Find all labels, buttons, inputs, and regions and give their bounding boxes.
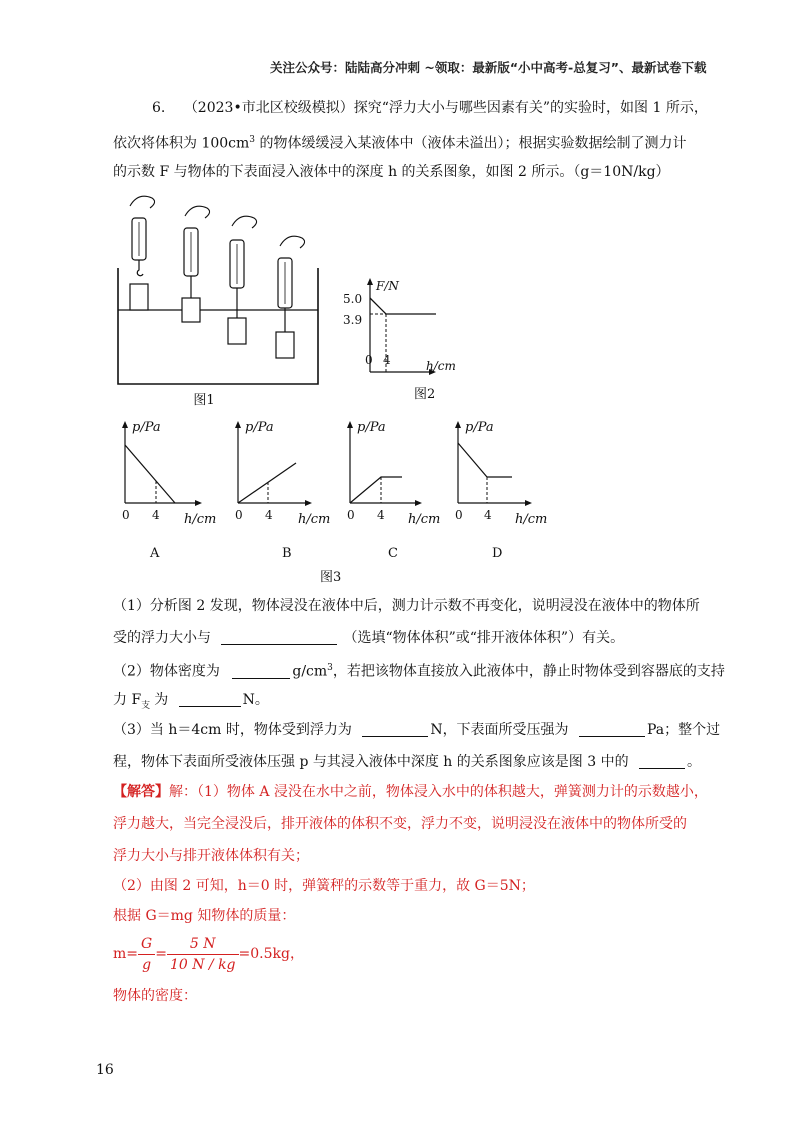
graph-c-ylabel: p/Pa bbox=[357, 420, 386, 435]
fig2-x-mark: 4 bbox=[383, 353, 391, 367]
fig2-xlabel: h/cm bbox=[426, 359, 456, 373]
graph-b-origin: 0 bbox=[235, 508, 243, 522]
graph-a-ylabel: p/Pa bbox=[132, 420, 161, 435]
formula-den1: g bbox=[142, 956, 152, 973]
sub2-line-2 bbox=[113, 690, 753, 716]
option-c: C bbox=[388, 546, 398, 561]
graph-b-ylabel: p/Pa bbox=[245, 420, 274, 435]
answer-line-1 bbox=[113, 782, 753, 802]
formula-lhs: m= bbox=[113, 946, 139, 962]
graph-c-mark: 4 bbox=[377, 508, 385, 522]
sub3-line-2 bbox=[113, 752, 753, 772]
graph-c-origin: 0 bbox=[347, 508, 355, 522]
fig2-y-low: 3.9 bbox=[343, 313, 363, 327]
figure-1 bbox=[100, 188, 340, 410]
option-a: A bbox=[150, 546, 160, 561]
option-b: B bbox=[282, 546, 292, 561]
formula-num1: G bbox=[138, 934, 155, 955]
sub2-line1a: （2）物体密度为 bbox=[113, 663, 220, 680]
sub2-line2c: N。 bbox=[242, 692, 269, 708]
spring-scale-2 bbox=[182, 206, 210, 322]
question-line-1 bbox=[152, 98, 792, 118]
formula-fraction-1 bbox=[138, 934, 155, 975]
option-d: D bbox=[492, 546, 503, 561]
sub3-pressure-blank[interactable] bbox=[579, 722, 645, 737]
sub2-line2-sub: 支 bbox=[141, 700, 151, 711]
formula-fraction-2 bbox=[167, 934, 239, 975]
sub2-density-blank[interactable] bbox=[232, 664, 290, 679]
answer-line-2: 浮力越大，当完全浸没后，排开液体的体积不变，浮力不变，说明浸没在液体中的物体所受的 bbox=[113, 816, 687, 832]
graph-c bbox=[347, 420, 440, 561]
question-line1-text: 探究“浮力大小与哪些因素有关”的实验时，如图 1 所示， bbox=[353, 100, 708, 116]
sub2-unit: g/cm bbox=[292, 663, 328, 680]
graph-a-origin: 0 bbox=[122, 508, 130, 522]
spring-scale-4 bbox=[276, 236, 305, 358]
sub2-unit-sup: 3 bbox=[327, 663, 333, 673]
formula-num2: 5 N bbox=[167, 934, 239, 955]
sub2-line2b: 为 bbox=[154, 692, 169, 708]
formula-den2: 10 N / kg bbox=[169, 956, 236, 973]
question-line2a: 依次将体积为 100cm bbox=[113, 135, 250, 152]
graph-b-xlabel: h/cm bbox=[298, 512, 331, 527]
graph-d-mark: 4 bbox=[484, 508, 492, 522]
graph-b-mark: 4 bbox=[265, 508, 273, 522]
figure-3-caption: 图3 bbox=[320, 570, 342, 585]
graph-c-xlabel: h/cm bbox=[408, 512, 441, 527]
sub2-force-blank[interactable] bbox=[179, 692, 241, 707]
figure-1-caption: 图1 bbox=[193, 393, 215, 408]
figure-3 bbox=[110, 415, 570, 587]
graph-a-line bbox=[125, 445, 175, 503]
graph-d-origin: 0 bbox=[455, 508, 463, 522]
sub1-line-2 bbox=[113, 628, 753, 648]
figure-2-caption: 图2 bbox=[414, 387, 436, 402]
sub1-line2b: （选填“物体体积”或“排开液体体积”）有关。 bbox=[343, 630, 625, 646]
answer-line1-text: 解：（1）物体 A 浸没在水中之前，物体浸入水中的体积越大，弹簧测力计的示数越小， bbox=[169, 784, 708, 800]
sub3-line2a: 程，物体下表面所受液体压强 p 与其浸入液体中深度 h 的关系图象应该是图 3 中的 bbox=[113, 754, 629, 770]
graph-c-line bbox=[350, 477, 402, 503]
fig2-curve bbox=[370, 298, 436, 314]
formula-result: =0.5kg， bbox=[238, 946, 304, 962]
sub3-buoyancy-blank[interactable] bbox=[362, 722, 428, 737]
graph-d bbox=[455, 420, 547, 561]
graph-d-xlabel: h/cm bbox=[515, 512, 548, 527]
answer-formula bbox=[113, 932, 753, 976]
sub3-graph-blank[interactable] bbox=[639, 754, 685, 769]
answer-tag: 【解答】 bbox=[113, 784, 169, 800]
answer-line-3: 浮力大小与排开液体体积有关； bbox=[113, 848, 309, 864]
sub3-line1a: （3）当 h＝4cm 时，物体受到浮力为 bbox=[113, 722, 352, 738]
graph-d-ylabel: p/Pa bbox=[465, 420, 494, 435]
graph-a bbox=[122, 420, 216, 561]
sub2-line-1 bbox=[113, 658, 753, 682]
answer-line-6: 物体的密度： bbox=[113, 988, 197, 1004]
answer-line-4: （2）由图 2 可知，h＝0 时，弹簧秤的示数等于重力，故 G＝5N； bbox=[113, 878, 535, 894]
graph-d-line bbox=[458, 443, 512, 477]
question-line2-sup: 3 bbox=[249, 135, 256, 145]
page-header: 关注公众号：陆陆高分冲刺 ~领取：最新版“小中高考-总复习”、最新试卷下载 bbox=[270, 60, 707, 75]
graph-a-xlabel: h/cm bbox=[184, 512, 217, 527]
fig2-x-origin: 0 bbox=[365, 353, 373, 367]
spring-scale-3 bbox=[228, 216, 257, 344]
figure-2 bbox=[338, 272, 488, 402]
fig2-ylabel: F/N bbox=[376, 279, 399, 293]
graph-b bbox=[235, 420, 330, 561]
sub2-line1b: ，若把该物体直接放入此液体中，静止时物体受到容器底的支持 bbox=[332, 663, 725, 680]
question-line-2 bbox=[113, 130, 753, 154]
question-number: 6. bbox=[152, 100, 166, 116]
sub3-line1c: Pa；整个过 bbox=[647, 722, 721, 738]
graph-a-mark: 4 bbox=[152, 508, 160, 522]
sub2-line2a: 力 F bbox=[113, 692, 142, 708]
answer-line-5: 根据 G＝mg 知物体的质量： bbox=[113, 908, 296, 924]
spring-scale-1 bbox=[130, 196, 155, 310]
question-line-3: 的示数 F 与物体的下表面浸入液体中的深度 h 的关系图象，如图 2 所示。（g＝10N/kg） bbox=[113, 164, 670, 180]
sub1-line-1: （1）分析图 2 发现，物体浸没在液体中后，测力计示数不再变化，说明浸没在液体中的物体所 bbox=[113, 598, 700, 614]
graph-b-line bbox=[238, 463, 296, 503]
question-line2b: 的物体缓缓浸入某液体中（液体未溢出）；根据实验数据绘制了测力计 bbox=[255, 135, 687, 152]
sub1-line2a: 受的浮力大小与 bbox=[113, 630, 211, 646]
page-number: 16 bbox=[96, 1062, 114, 1078]
sub3-line1b: N，下表面所受压强为 bbox=[430, 722, 569, 738]
sub3-line2b: 。 bbox=[687, 754, 702, 770]
sub1-blank[interactable] bbox=[221, 630, 337, 645]
formula-eq: = bbox=[155, 946, 167, 962]
sub3-line-1 bbox=[113, 720, 753, 740]
question-source: （2023•市北区校级模拟） bbox=[183, 100, 354, 116]
fig2-y-high: 5.0 bbox=[343, 292, 363, 306]
